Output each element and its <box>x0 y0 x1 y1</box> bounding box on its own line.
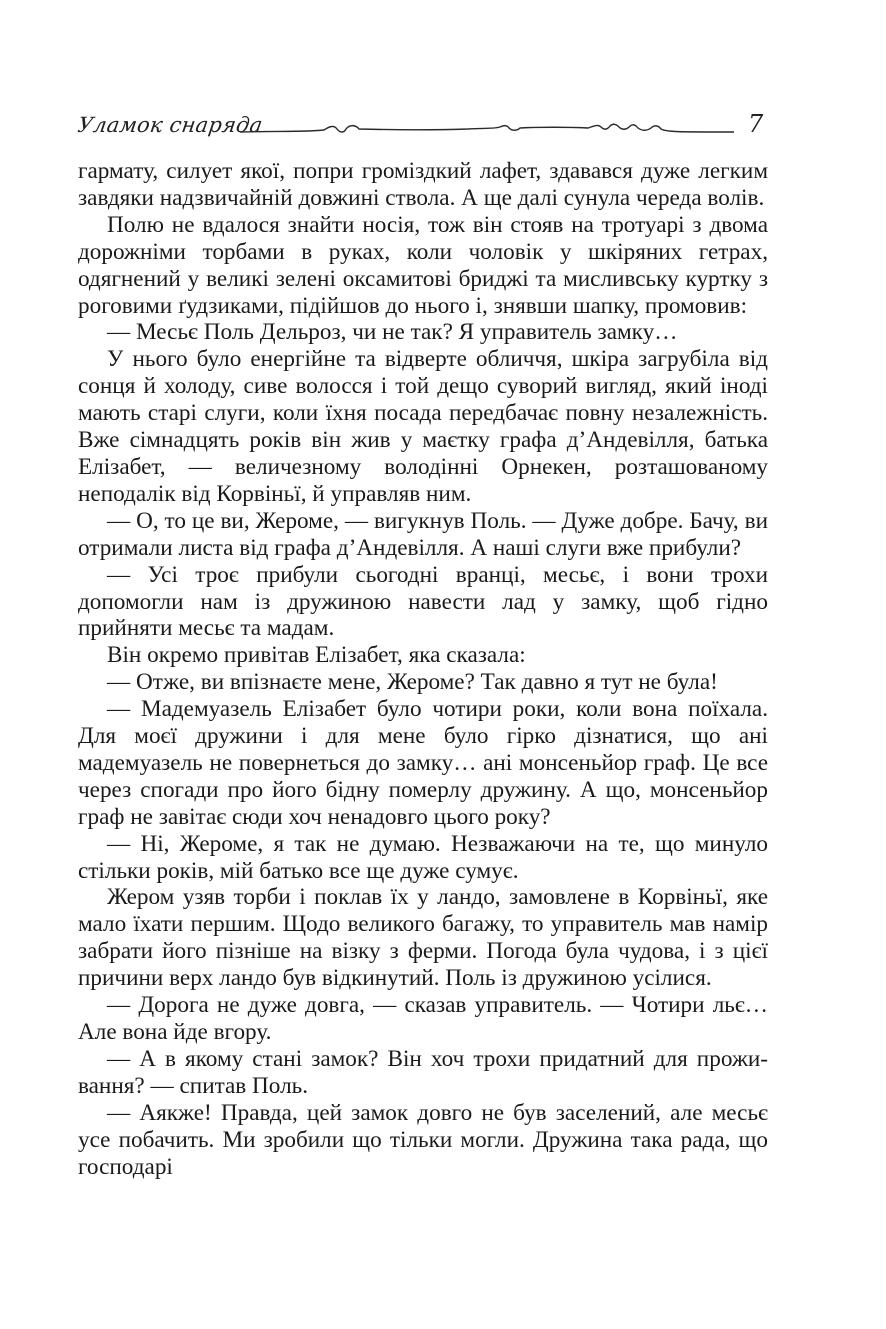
page-number: 7 <box>748 110 764 138</box>
dialogue-line: — Месьє Поль Дельроз, чи не так? Я управитель замку… <box>107 319 678 346</box>
dialogue-line: — О, то це ви, Жероме, — вигукнув Поль. — Дуже добре. Бачу, ви отримали листа від графа д’Андевілля. А наші слуги вже прибули? <box>78 507 768 561</box>
paragraph: гармату, силует якої, попри громіздкий лафет, здавався дуже легким завдяки надзвичайній довжині ствола. А ще далі сунула череда волів. <box>78 158 768 211</box>
paragraph: У нього було енергійне та відверте обличчя, шкіра загрубіла від сонця й холоду, сиве волосся і той дещо суворий вигляд, який іноді мають старі слуги, коли їхня посада передбачає повну незалежність. Вже сімнадцять років він жив у маєтку графа д’Андевілля, батька Елізабет, — величезному володінні Орнекен, розташованому неподалік від Корвіньї, й управляв ним. <box>78 346 768 507</box>
dialogue-line: — Мадемуазель Елізабет було чотири роки, коли вона поїхала. Для моєї дружини і для мене було гірко дізнатися, що ані мадемуазель не повернеться до замку… ані монсеньйор граф. Це все через спогади про його бідну померлу дружину. А що, монсеньйор граф не завітає сюди хоч ненадовго цього року? <box>78 696 768 830</box>
paragraph: Полю не вдалося знайти носія, тож він стояв на тротуарі з двома дорожніми торбами в руках, коли чоловік у шкіряних гетрах, одягнений у великі зелені оксамитові бриджі та мисливську куртку з роговими ґудзиками, підійшов до нього і, знявши шапку, промовив: <box>78 211 768 319</box>
paragraph: Він окремо привітав Елізабет, яка сказала: <box>107 642 526 669</box>
paragraph: Жером узяв торби і поклав їх у ландо, замовлене в Корвіньї, яке мало їхати першим. Щодо великого багажу, то управитель мав намір забрати його пізніше на візку з ферми. Погода була чудова, і з цієї причини верх ландо був відкинутий. Поль із дружиною усілися. <box>78 884 768 992</box>
page-header <box>0 0 886 160</box>
dialogue-line: — А в якому стані замок? Він хоч трохи придатний для проживання? — спитав Поль. <box>78 1045 768 1099</box>
body-text <box>78 158 768 1180</box>
ornamental-divider <box>238 112 736 148</box>
dialogue-line: — Дорога не дуже довга, — сказав управитель. — Чотири льє… Але вона йде вгору. <box>78 992 768 1045</box>
dialogue-line: — Усі троє прибули сьогодні вранці, месьє, і вони трохи допомогли нам із дружиною навести лад у замку, щоб гідно прийняти месьє та мадам. <box>78 561 768 642</box>
running-title: Уламок снаряда <box>76 113 265 137</box>
dialogue-line: — Отже, ви впізнаєте мене, Жероме? Так давно я тут не була! <box>107 669 718 696</box>
dialogue-line: — Ні, Жероме, я так не думаю. Незважаючи на те, що минуло стільки років, мій батько все ще дуже сумує. <box>78 830 768 884</box>
dialogue-line: — Аякже! Правда, цей замок довго не був заселений, але месьє усе побачить. Ми зробили що тільки могли. Дружина така рада, що господарі <box>78 1099 768 1180</box>
